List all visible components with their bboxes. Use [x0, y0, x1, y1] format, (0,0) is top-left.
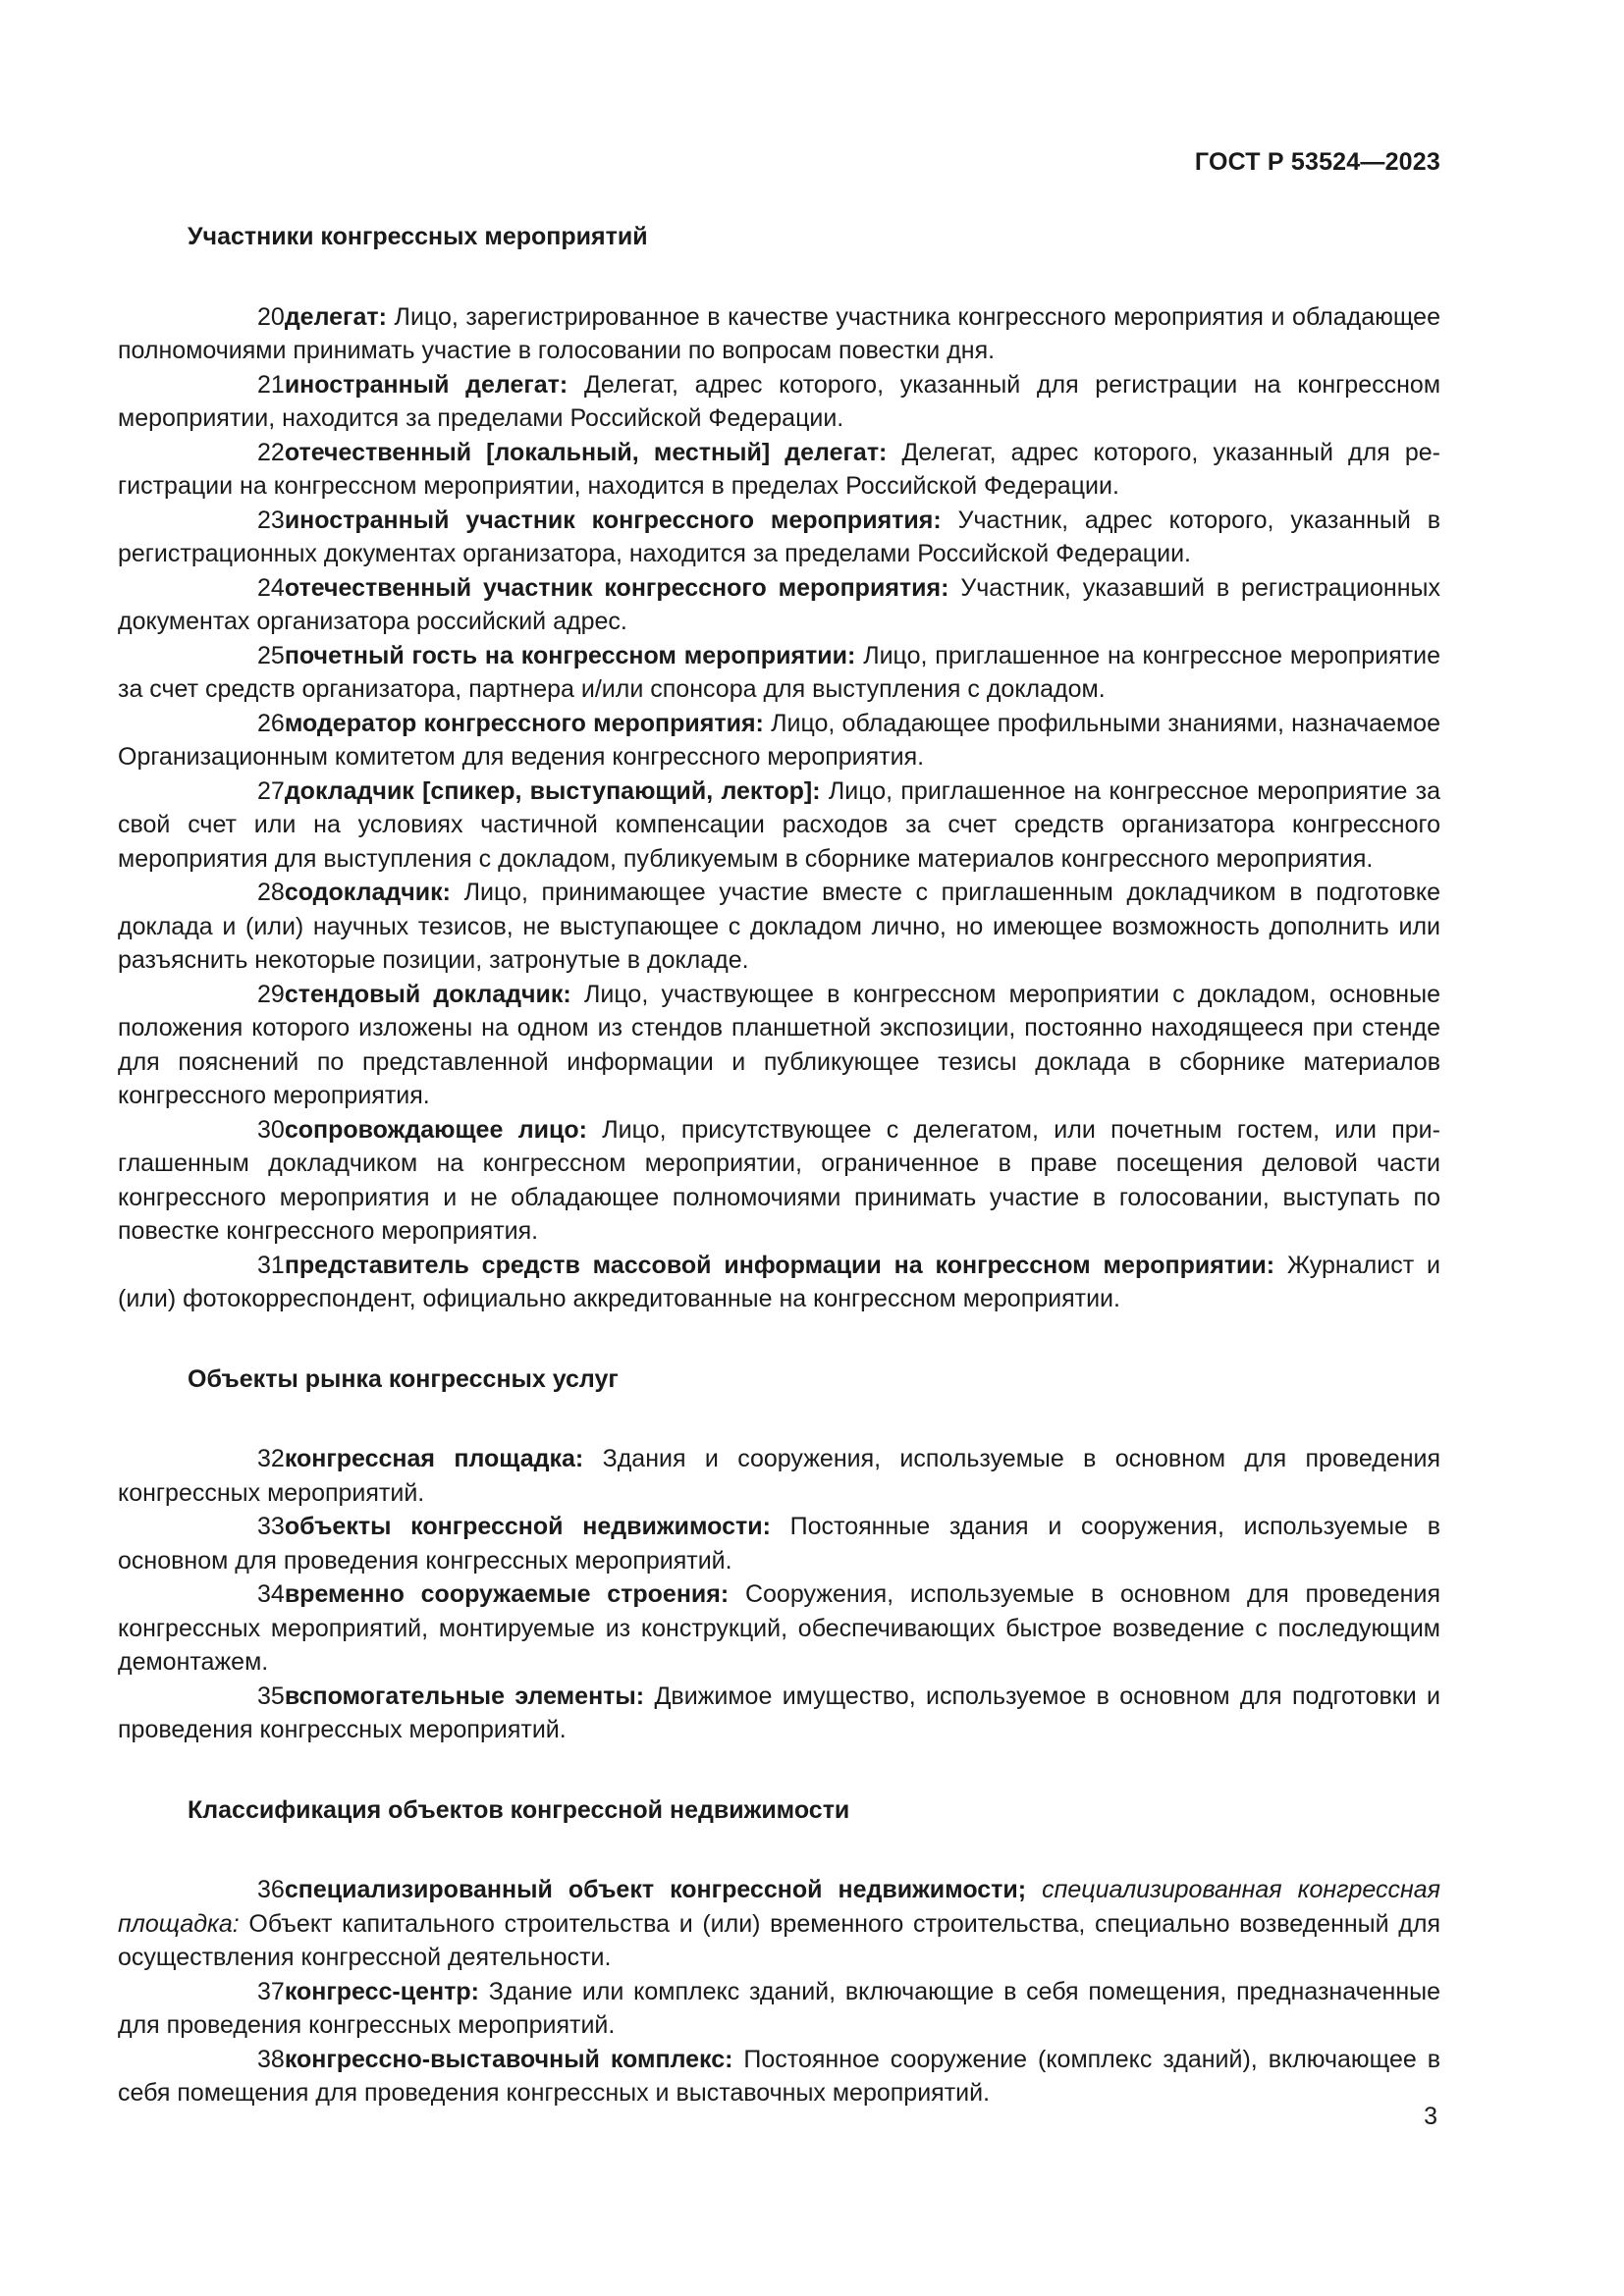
- term-entry: [118, 707, 1440, 774]
- term-number: 26: [257, 709, 285, 737]
- term-definition: Движимое имущество, используемое в основном для подготовки и проведения конгрессных мероприятий.: [118, 1682, 1441, 1743]
- term-name: конгресс-центр:: [284, 1977, 479, 2005]
- term-name: отечественный [локальный, местный] делегат:: [284, 438, 888, 466]
- term-name: почетный гость на конгрессном мероприятии:: [284, 641, 856, 669]
- term-name: вспомогательные элементы:: [284, 1682, 645, 1710]
- term-definition: Лицо, приглашенное на конгрессное мероприятие за свой счет или на условиях частичной компенсации расходов за счет средств организатора конгрессного мероприятия для выступления с докладом, публикуемым в сборнике материалов конгрессного мероприятия.: [118, 776, 1440, 873]
- term-definition: Участник, указавший в регистрационных документах организатора российский адрес.: [118, 573, 1440, 635]
- term-number: 21: [257, 370, 285, 399]
- term-number: 36: [257, 1876, 285, 1903]
- term-entry: [118, 1975, 1440, 2043]
- term-definition: Лицо, участвующее в конгрессном мероприятии с докладом, основные положения которого изложены на одном из стендов планшетной экспозиции, постоянно находящееся при стенде для пояснений по представленной информации и публикующее тезисы доклада в сборнике материалов конгрессного мероприятия.: [118, 980, 1440, 1109]
- document-code: ГОСТ Р 53524—2023: [1194, 148, 1440, 176]
- term-entry: [118, 504, 1440, 571]
- section-title: Участники конгрессных мероприятий: [188, 223, 648, 250]
- term-number: 38: [257, 2045, 285, 2073]
- term-name: иностранный делегат:: [284, 370, 568, 399]
- document-body: [118, 220, 1440, 2110]
- term-definition: Постоянные здания и сооружения, используемые в основном для проведения конгрессных мероприятий.: [118, 1513, 1440, 1575]
- term-name: стендовый докладчик:: [284, 980, 571, 1008]
- term-definition: Лицо, приглашенное на конгрессное мероприятие за счет средств организатора, партнера и/или спонсора для выступления с докладом.: [118, 641, 1440, 703]
- term-name: докладчик [спикер, выступающий, лектор]:: [284, 776, 821, 805]
- term-name: конгрессно-выставочный комплекс:: [284, 2045, 733, 2073]
- term-definition: Здания и сооружения, используемые в основном для проведения конгрессных мероприятий.: [118, 1445, 1441, 1507]
- term-name: отечественный участник конгрессного мероприятия:: [284, 573, 949, 602]
- term-name: модератор конгрессного мероприятия:: [284, 709, 764, 737]
- term-definition: Лицо, обладающее профильными знаниями, назначаемое Организационным комитетом для ведения конгрессного мероприятия.: [118, 709, 1440, 771]
- term-entry: [118, 436, 1440, 504]
- term-definition: Делегат, адрес которого, указанный для регистрации на конгрессном мероприятии, находится в пределах Российской Федерации.: [118, 438, 1440, 500]
- term-definition: Лицо, зарегистрированное в качестве участника конгрессного мероприятия и обладающее полномочиями принимать участие в голосовании по вопросам повестки дня.: [118, 302, 1440, 364]
- term-number: 25: [257, 641, 285, 669]
- term-entry: [118, 1249, 1440, 1316]
- term-number: 20: [257, 302, 285, 331]
- term-entry: [118, 571, 1440, 639]
- term-name: конгрессная площадка:: [284, 1445, 584, 1472]
- term-number: 35: [257, 1682, 285, 1710]
- term-name: представитель средств массовой информации на конгрессном мероприятии:: [284, 1251, 1275, 1279]
- term-entry: [118, 1442, 1440, 1510]
- term-number: 24: [257, 573, 285, 602]
- term-entry: [118, 876, 1440, 978]
- section-title: Объекты рынка конгрессных услуг: [188, 1364, 619, 1393]
- term-definition: Делегат, адрес которого, указанный для регистрации на конгрессном мероприятии, находится за пределами Российской Федерации.: [118, 370, 1441, 432]
- term-entry: [118, 1577, 1440, 1680]
- term-entry: [118, 300, 1440, 368]
- term-synonym: специализированная конгрессная площадка:: [118, 1876, 1440, 1938]
- term-number: 28: [257, 879, 285, 906]
- term-entry: [118, 978, 1440, 1113]
- term-entry: [118, 1680, 1440, 1747]
- term-name: временно сооружаемые строения:: [284, 1580, 730, 1608]
- term-number: 30: [257, 1115, 285, 1144]
- term-entry: [118, 1873, 1440, 1975]
- term-name: иностранный участник конгрессного мероприятия:: [284, 506, 942, 534]
- term-definition: Здание или комплекс зданий, включающие в себя помещения, предназначенные для проведения конгрессных мероприятий.: [118, 1977, 1440, 2039]
- term-number: 33: [257, 1513, 285, 1540]
- term-name: сопровождающее лицо:: [284, 1115, 587, 1144]
- term-definition: Лицо, принимающее участие вместе с приглашенным докладчиком в подготовке доклада и (или) научных тезисов, не выступающее с докладом лично, но имеющее возможность дополнить или разъяснить некоторые позиции, затронутые в докладе.: [118, 879, 1440, 974]
- term-number: 31: [257, 1251, 285, 1279]
- term-number: 34: [257, 1580, 285, 1608]
- term-entry: [118, 2043, 1440, 2110]
- term-number: 29: [257, 980, 285, 1008]
- term-name: специализированный объект конгрессной недвижимости;: [284, 1876, 1027, 1903]
- section-title: Классификация объектов конгрессной недвижимости: [188, 1795, 850, 1824]
- term-name: объекты конгрессной недвижимости:: [284, 1513, 771, 1540]
- term-number: 37: [257, 1977, 285, 2005]
- term-entry: [118, 774, 1440, 877]
- term-name: делегат:: [284, 302, 387, 331]
- term-entry: [118, 368, 1440, 436]
- page-number: 3: [1424, 2103, 1437, 2130]
- term-entry: [118, 1510, 1440, 1577]
- term-number: 23: [257, 506, 285, 534]
- term-number: 22: [257, 438, 285, 466]
- term-entry: [118, 1113, 1440, 1249]
- term-number: 32: [257, 1445, 285, 1472]
- term-definition: Постоянное сооружение (комплекс зданий), включающее в себя помещения для проведения конгрессных и выставочных мероприятий.: [118, 2045, 1440, 2107]
- term-definition: Лицо, присутствующее с делегатом, или почетным гостем, или приглашенным докладчиком на конгрессном мероприятии, ограниченное в праве посещения деловой части конгрессного мероприятия и не обладающее полномочиями принимать участие в голосовании, выступать по повестке конгрессного мероприятия.: [118, 1115, 1440, 1245]
- term-name: содокладчик:: [284, 879, 451, 906]
- term-entry: [118, 639, 1440, 707]
- term-definition: Сооружения, используемые в основном для проведения конгрессных мероприятий, монтируемые из конструкций, обеспечивающих быстрое возведение с последующим демонтажем.: [118, 1580, 1440, 1676]
- term-number: 27: [257, 776, 285, 805]
- term-definition: Журналист и (или) фотокорреспондент, официально аккредитованные на конгрессном мероприятии.: [118, 1251, 1440, 1312]
- term-definition: Объект капитального строительства и (или) временного строительства, специально возведенный для осуществления конгрессной деятельности.: [118, 1909, 1440, 1971]
- term-definition: Участник, адрес которого, указанный в регистрационных документах организатора, находится за пределами Российской Федерации.: [118, 506, 1441, 567]
